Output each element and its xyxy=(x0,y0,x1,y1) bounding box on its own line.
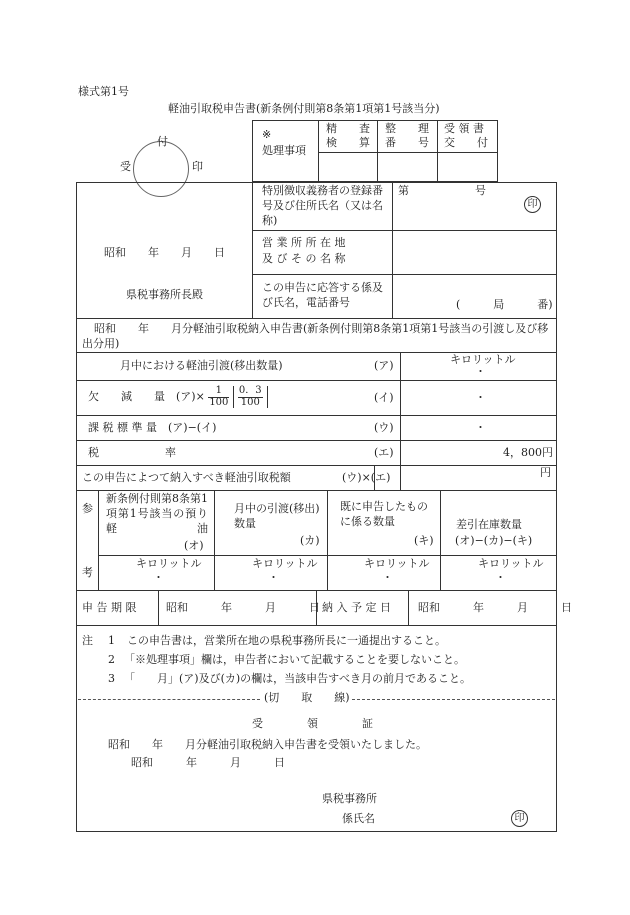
report-title: 昭和 年 月分軽油引取税納入申告書(新条例付則第8条第1項第1号該当の引渡し及び移出分用) xyxy=(82,322,549,351)
row-a-code: (ア) xyxy=(374,359,394,372)
row-b-fraction-1: $\frac{1}{100}$ xyxy=(209,385,229,408)
payment-date-label: 納 入 予 定 日 xyxy=(322,601,391,614)
ref-col3-code: (キ) xyxy=(414,534,434,547)
ref-col3-unit: キロリットル xyxy=(364,557,430,570)
row-e-unit: 円 xyxy=(540,466,551,479)
reference-side-2: 考 xyxy=(82,566,93,579)
phone-value: ( 局 番) xyxy=(456,298,553,311)
processing-label: 処理事項 xyxy=(262,144,306,157)
ref-col1-code: (オ) xyxy=(184,539,204,552)
cut-line-label: (切 取 線) xyxy=(264,691,350,704)
row-a-unit: キロリットル xyxy=(450,353,516,366)
ref-col4-unit: キロリットル xyxy=(478,557,544,570)
ref-col4-value: ・ xyxy=(495,571,506,584)
row-c-label: 課 税 標 準 量 (ア)−(イ) xyxy=(88,421,217,434)
processing-col1-l2: 検 算 xyxy=(326,136,370,149)
deadline-date: 昭和 年 月 日 xyxy=(166,601,320,614)
receipt-title: 受 領 証 xyxy=(252,717,373,730)
ref-col2-value: ・ xyxy=(268,571,279,584)
stamp-tsuki: 付 xyxy=(157,135,168,148)
row-b-code: (イ) xyxy=(374,391,394,404)
ref-col3-value: ・ xyxy=(382,571,393,584)
receipt-staff: 係氏名 xyxy=(342,812,375,825)
processing-col2-l2: 番 号 xyxy=(385,136,429,149)
row-b-value: ・ xyxy=(475,391,486,404)
processing-mark: ※ xyxy=(262,128,272,141)
registration-number: 第 号 xyxy=(398,184,486,197)
note-1-text: この申告書は，営業所在地の県税事務所長に一通提出すること。 xyxy=(127,634,446,647)
office-label-1: 営 業 所 所 在 地 xyxy=(262,236,346,249)
receipt-seal: 印 xyxy=(511,810,528,827)
ref-col1-unit: キロリットル xyxy=(136,557,202,570)
notes-head: 注 xyxy=(82,634,93,647)
receipt-date: 昭和 年 月 日 xyxy=(131,756,285,769)
processing-col2-l1: 整 理 xyxy=(385,122,429,135)
ref-col2-unit: キロリットル xyxy=(252,557,318,570)
processing-col3-l1: 受 領 書 xyxy=(444,122,484,135)
ref-col1-head: 新条例付則第8条第1項第1号該当の預り軽油 xyxy=(106,492,208,535)
row-d-code: (エ) xyxy=(374,446,394,459)
stamp-in: 印 xyxy=(192,160,203,173)
row-b-fraction-2: $\frac{0.3}{100}$ xyxy=(238,385,262,408)
row-e-code: (ウ)×(エ) xyxy=(342,471,391,484)
office-label-2: 及 び そ の 名 称 xyxy=(262,252,346,265)
ref-col2-code: (カ) xyxy=(300,534,320,547)
row-b-label-text: 欠 減 量 (ア)× xyxy=(88,389,205,403)
row-b-label xyxy=(88,386,268,408)
row-e-label: この申告によつて納入すべき軽油引取税額 xyxy=(82,471,291,484)
row-c-value: ・ xyxy=(475,421,486,434)
cut-line-right xyxy=(352,699,555,700)
receipt-line-1: 昭和 年 月分軽油引取税納入申告書を受領いたしました。 xyxy=(108,738,427,751)
note-1-num: 1 xyxy=(108,634,115,647)
note-3-num: 3 xyxy=(108,672,115,685)
ref-col3-head: 既に申告したものに係る数量 xyxy=(340,500,428,528)
ref-col4-head: 差引在庫数量 xyxy=(456,518,522,531)
row-d-label: 税 率 xyxy=(88,446,176,459)
registration-label: 特別徴収義務者の登録番号及び住所氏名（又は名称) xyxy=(262,184,383,227)
row-c-code: (ウ) xyxy=(374,421,394,434)
ref-col4-code: (オ)−(カ)−(キ) xyxy=(455,534,533,547)
row-a-label: 月中における軽油引渡(移出数量) xyxy=(120,359,283,372)
applicant-seal: 印 xyxy=(524,196,541,213)
note-2-num: 2 xyxy=(108,653,115,666)
form-number: 様式第1号 xyxy=(78,85,129,98)
reference-side-1: 参 xyxy=(82,502,93,515)
row-b-bracket xyxy=(233,386,268,408)
ref-col1-value: ・ xyxy=(153,571,164,584)
addressee: 県税事務所長殿 xyxy=(126,288,203,301)
payment-date: 昭和 年 月 日 xyxy=(418,601,572,614)
note-2-text: 「※処理事項」欄は，申告者において記載することを要しないこと。 xyxy=(124,653,465,666)
stamp-uke: 受 xyxy=(120,160,131,173)
ref-col2-head: 月中の引渡(移出)数量 xyxy=(234,502,320,530)
deadline-label: 申 告 期 限 xyxy=(82,601,137,614)
row-d-value: 4，800円 xyxy=(503,446,553,459)
processing-col1-l1: 精 査 xyxy=(326,122,370,135)
note-3-text: 「 月」(ア)及び(カ)の欄は，当該申告すべき月の前月であること。 xyxy=(124,672,471,685)
processing-col3-l2: 交 付 xyxy=(444,136,488,149)
receipt-office: 県税事務所 xyxy=(322,792,377,805)
row-a-value: ・ xyxy=(475,365,486,378)
contact-label: この申告に応答する係及び氏名，電話番号 xyxy=(262,281,383,309)
cut-line-left xyxy=(78,699,260,700)
form-title: 軽油引取税申告書(新条例付則第8条第1項第1号該当分) xyxy=(168,102,440,115)
application-date: 昭和 年 月 日 xyxy=(104,246,225,259)
